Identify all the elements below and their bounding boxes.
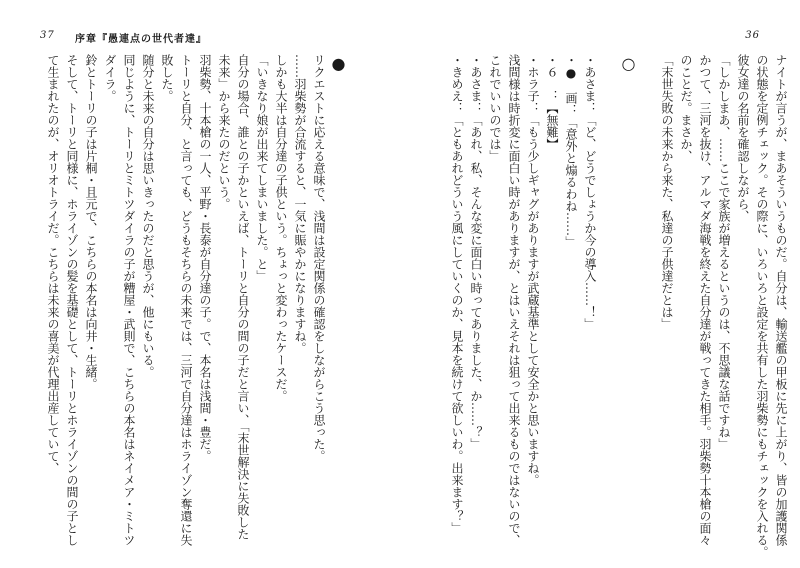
text-line: 鈴とトーリの子は片桐・且元で、こちらの本名は向井・生緒。 — [84, 54, 98, 390]
text-line: 同じように、トーリとミトツダイラの子が糟屋・武則で、こちらの本名はネイメア・ミトツ — [122, 54, 136, 546]
text-line: 浅間様は時折変に面白い時がありますが、とはいえそれは狙って出来るものではないので、 — [507, 54, 521, 546]
text-line: 自分の場合、誰との子かといえば、トーリと自分の間の子だと言い、「末世解決に失敗した — [236, 54, 250, 540]
section-mark-open: ○ — [619, 54, 638, 73]
text-line: しかも大半は自分達の子供という。ちょっと変わったケースだ。 — [274, 54, 288, 402]
text-line: 「いきなり娘が出来てしまいました。と」 — [255, 54, 269, 282]
text-line: ・あさま：「ど、どうでしょうか今の導入……！」 — [583, 54, 597, 330]
text-line: ・ホラ子：「もう少しギャグがありますが武蔵基準として安全かと思いますね。 — [526, 54, 540, 486]
text-line: ・● 画：「意外と煽るわね……」 — [564, 54, 578, 248]
text-line: ・きめえ：「ともあれどういう風にしていくのか、見本を続けて欲しいわ。出来ます？」 — [450, 54, 464, 534]
text-line: 「末世失敗の未来から来た、私達の子供達だとは」 — [660, 54, 674, 330]
text-line: これでいいのでは」 — [488, 54, 502, 162]
text-line: 敗した。 — [160, 54, 174, 102]
text-line: ……羽柴勢が合流すると、一気に賑やかになりますね。 — [293, 54, 307, 354]
text-line: の状態を定例チェック。その際に、いろいろと設定を共有した羽柴勢にもチェックを入れる。 — [755, 54, 769, 558]
left-page-body — [48, 54, 348, 554]
text-line: ・あさま：「あれ、私、そんな変に面白い時ってありました、か……？」 — [469, 54, 483, 450]
text-line: ・６ ：【無難】 — [545, 54, 559, 150]
text-line: 「しかしまあ、……ここで家族が増えるというのは、不思議な話ですね」 — [717, 54, 731, 450]
chapter-title: 序章『愚連点の世代者達』 — [75, 34, 207, 45]
right-page-number: 36 — [745, 30, 760, 41]
left-page-number: 37 — [40, 30, 55, 41]
text-line: ダイラ。 — [103, 54, 117, 102]
right-page-body — [430, 54, 790, 558]
text-line: 未来」から来たのだという。 — [217, 54, 231, 210]
text-line: 羽柴勢、十本槍の一人、平野・長泰が自分達の子。で、本名は浅間・豊だ。 — [198, 54, 212, 462]
right-page — [400, 0, 800, 568]
text-line: かつて、三河を抜け、アルマダ海戦を終えた自分達が戦ってきた相手。羽柴勢十本槍の面々 — [698, 54, 712, 546]
text-line: 彼女達の名前を確認しながら、 — [736, 54, 750, 222]
text-line: のことだ。まさか、 — [679, 54, 693, 162]
text-line: 随分と未来の自分は思いきったのだと思うが、他にもいる。 — [141, 54, 155, 378]
text-line: そして、トーリと同様に、ホライゾンの髪を基礎として、トーリとホライゾンの間の子とし — [65, 54, 79, 546]
text-line: リクエストに応える意味で、浅間は設定関係の確認をしながらこう思った。 — [312, 54, 326, 462]
section-mark-filled: ● — [329, 54, 348, 73]
text-line: トーリと自分、と言っても、どうもそちらの未来では、三河で自分達はホライゾン奪還に失 — [179, 54, 193, 546]
text-line: て生まれたのが、オリオトライだ。こちらは未来の喜美が代理出産していて、 — [46, 54, 60, 474]
text-line: ナイトが言うが、まあそういうものだ。自分は、輸送艦の甲板に先に上がり、皆の加護関係 — [774, 54, 788, 546]
